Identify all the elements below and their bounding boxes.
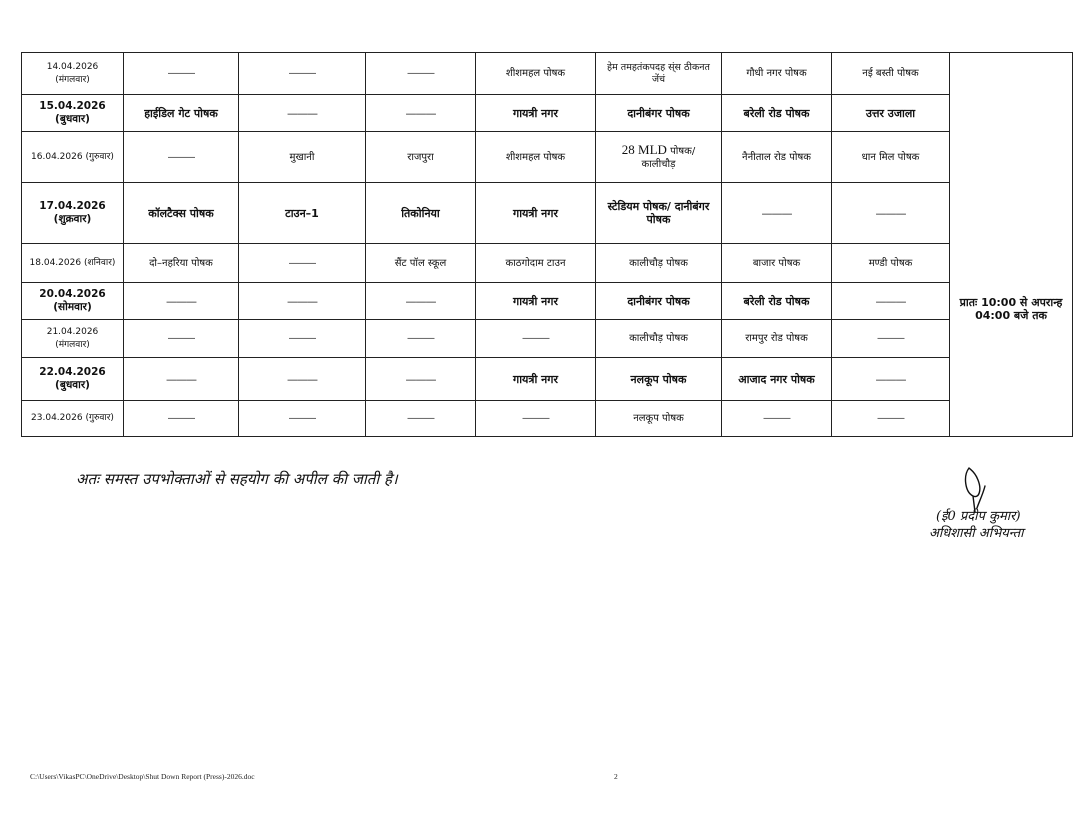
signatory-title: अधिशासी अभियन्ता — [929, 526, 1024, 541]
table-cell: ——— — [366, 320, 476, 358]
table-cell: ——— — [239, 401, 366, 437]
table-cell: रामपुर रोड पोषक — [722, 320, 832, 358]
time-window-cell: प्रातः 10:00 से अपरान्ह 04:00 बजे तक — [950, 183, 1073, 437]
table-cell: मुखानी — [239, 132, 366, 183]
table-cell: कालीचौड़ पोषक — [596, 320, 722, 358]
table-cell: काठगोदाम टाउन — [476, 244, 596, 283]
date-cell: 17.04.2026 (शुक्रवार) — [22, 183, 124, 244]
table-cell: बाजार पोषक — [722, 244, 832, 283]
table-cell: ——— — [239, 95, 366, 132]
table-row — [22, 244, 1073, 283]
table-cell: ——— — [124, 283, 239, 320]
table-cell: गौधी नगर पोषक — [722, 53, 832, 95]
table-cell: ——— — [832, 283, 950, 320]
table-cell: ——— — [832, 358, 950, 401]
table-cell: राजपुरा — [366, 132, 476, 183]
table-cell: शीशमहल पोषक — [476, 53, 596, 95]
table-cell: नैनीताल रोड पोषक — [722, 132, 832, 183]
table-cell: दानीबंगर पोषक — [596, 95, 722, 132]
table-cell: आजाद नगर पोषक — [722, 358, 832, 401]
footer-file-path: C:\Users\VikasPC\OneDrive\Desktop\Shut Down Report (Press)-2026.doc — [30, 772, 255, 781]
table-row — [22, 132, 1073, 183]
table-cell: ——— — [124, 320, 239, 358]
table-cell: ——— — [476, 401, 596, 437]
table-cell: तिकोनिया — [366, 183, 476, 244]
table-cell: गायत्री नगर — [476, 183, 596, 244]
table-cell: ——— — [239, 53, 366, 95]
table-cell: ——— — [832, 183, 950, 244]
table-cell: बरेली रोड पोषक — [722, 283, 832, 320]
table-row — [22, 95, 1073, 132]
table-cell: मण्डी पोषक — [832, 244, 950, 283]
table-cell: 28 MLD पोषक/ कालीचौड़ — [596, 132, 722, 183]
table-cell: ——— — [239, 283, 366, 320]
table-cell: कॉलटैक्स पोषक — [124, 183, 239, 244]
table-cell: उत्तर उजाला — [832, 95, 950, 132]
appeal-text: अतः समस्त उपभोक्ताओं से सहयोग की अपील की जाती है। — [76, 470, 398, 488]
table-cell — [950, 53, 1073, 183]
table-row — [22, 401, 1073, 437]
table-cell: टाउन–1 — [239, 183, 366, 244]
table-row — [22, 358, 1073, 401]
date-cell: 15.04.2026 (बुधवार) — [22, 95, 124, 132]
table-row — [22, 283, 1073, 320]
signatory-name: (ई0 प्रदीप कुमार) — [936, 509, 1021, 524]
table-row — [22, 320, 1073, 358]
table-cell: ——— — [124, 401, 239, 437]
table-cell: स्टेडियम पोषक/ दानीबंगर पोषक — [596, 183, 722, 244]
table-cell: ——— — [239, 320, 366, 358]
table-cell: नई बस्ती पोषक — [832, 53, 950, 95]
table-cell: शीशमहल पोषक — [476, 132, 596, 183]
table-cell: ——— — [366, 95, 476, 132]
table-cell: ——— — [366, 401, 476, 437]
table-cell: सैंट पॉल स्कूल — [366, 244, 476, 283]
table-cell: ——— — [124, 358, 239, 401]
page-number: 2 — [614, 772, 618, 781]
date-cell: 22.04.2026 (बुधवार) — [22, 358, 124, 401]
date-cell: 18.04.2026 (शनिवार) — [22, 244, 124, 283]
table-cell: ——— — [832, 401, 950, 437]
table-cell: ——— — [124, 132, 239, 183]
table-cell: ——— — [239, 358, 366, 401]
table-cell: गायत्री नगर — [476, 358, 596, 401]
shutdown-schedule-table — [21, 52, 1073, 437]
table-cell: कालीचौड़ पोषक — [596, 244, 722, 283]
table-cell: नलकूप पोषक — [596, 401, 722, 437]
table-cell: बरेली रोड पोषक — [722, 95, 832, 132]
date-cell: 23.04.2026 (गुरुवार) — [22, 401, 124, 437]
table-cell: दो–नहरिया पोषक — [124, 244, 239, 283]
table-cell: दानीबंगर पोषक — [596, 283, 722, 320]
table-row — [22, 53, 1073, 95]
table-cell: हाईडिल गेट पोषक — [124, 95, 239, 132]
table-cell: ——— — [722, 183, 832, 244]
table-cell: ——— — [476, 320, 596, 358]
table-cell: गायत्री नगर — [476, 283, 596, 320]
table-cell: ——— — [124, 53, 239, 95]
table-cell: धान मिल पोषक — [832, 132, 950, 183]
table-cell: नलकूप पोषक — [596, 358, 722, 401]
table-cell: ——— — [366, 358, 476, 401]
date-cell: 14.04.2026 (मंगलवार) — [22, 53, 124, 95]
table-cell: ——— — [366, 53, 476, 95]
table-cell: ——— — [832, 320, 950, 358]
table-cell: ——— — [366, 283, 476, 320]
date-cell: 21.04.2026 (मंगलवार) — [22, 320, 124, 358]
table-cell: हेम तमहतंकपदह स्ंस ठीकनत जेंचं — [596, 53, 722, 95]
table-row — [22, 183, 1073, 244]
table-cell: गायत्री नगर — [476, 95, 596, 132]
date-cell: 16.04.2026 (गुरुवार) — [22, 132, 124, 183]
table-cell: ——— — [239, 244, 366, 283]
table-cell: ——— — [722, 401, 832, 437]
date-cell: 20.04.2026 (सोमवार) — [22, 283, 124, 320]
